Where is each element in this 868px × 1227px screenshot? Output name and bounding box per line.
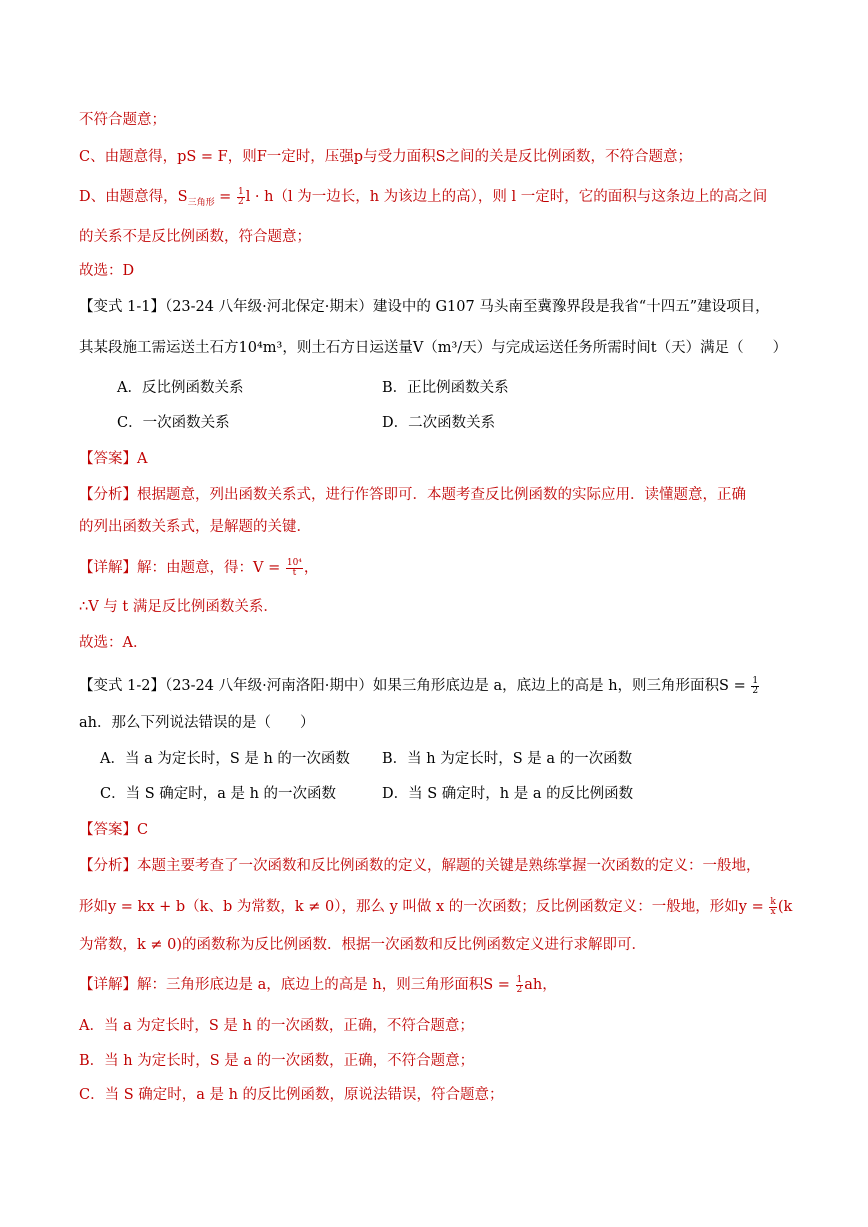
q2-stem-fraction (751, 677, 759, 696)
prev-d-fraction-num: 1 (237, 186, 244, 197)
q2-detail-fraction (516, 976, 524, 995)
q2-detail-text-a: 【详解】解：三角形底边是 a，底边上的高是 h，则三角形面积S = (79, 977, 515, 993)
q2-option-a: A．当 a 为定长时，S 是 h 的一次函数 (100, 751, 350, 767)
q1-choice: 故选：A． (79, 635, 148, 651)
q1-conclusion: ∴V 与 t 满足反比例函数关系． (79, 599, 278, 615)
q2-detail-text-b: ah， (524, 977, 557, 993)
q2-stem-text-a: 【变式 1-2】（23-24 八年级·河南洛阳·期中）如果三角形底边是 a，底边上的高是 h，则三角形面积S = (79, 678, 751, 694)
q2-analysis-fraction-num: k (770, 896, 776, 907)
prev-d-line-2: 的关系不是反比例函数，符合题意； (79, 229, 311, 245)
prev-d-subscript: 三角形 (187, 197, 215, 208)
q2-option-c: C．当 S 确定时，a 是 h 的一次函数 (100, 786, 337, 802)
prev-d-text-a: D、由题意得，S (79, 189, 188, 205)
q1-option-d: D．二次函数关系 (382, 415, 496, 431)
q2-analysis-fraction (769, 898, 776, 917)
q1-option-a: A．反比例函数关系 (117, 380, 244, 396)
q2-answer: 【答案】C (79, 822, 149, 838)
q2-stem-line-2: ah．那么下列说法错误的是（ ） (79, 715, 315, 731)
q2-stem-fraction-num: 1 (752, 675, 759, 686)
prev-d-eq: = (214, 189, 236, 205)
q1-option-c: C．一次函数关系 (117, 415, 230, 431)
q2-item-c: C．当 S 确定时，a 是 h 的反比例函数，原说法错误，符合题意； (79, 1087, 504, 1103)
q1-detail-fraction (286, 559, 303, 578)
q2-stem-fraction-den: 2 (752, 685, 759, 696)
q1-detail-fraction-num: 10⁴ (286, 557, 302, 568)
q1-analysis-line-2: 的列出函数关系式，是解题的关键． (79, 519, 311, 535)
q1-analysis-line-1: 【分析】根据题意，列出函数关系式，进行作答即可．本题考查反比例函数的实际应用．读懂题意，正确 (79, 487, 746, 503)
prev-d-fraction-den: 2 (237, 196, 244, 207)
prev-choice: 故选：D (79, 263, 135, 279)
prev-b-tail: 不符合题意； (79, 112, 166, 128)
q2-option-d: D．当 S 确定时，h 是 a 的反比例函数 (382, 786, 634, 802)
q1-detail-fraction-den: t (292, 567, 297, 578)
q2-item-a: A．当 a 为定长时，S 是 h 的一次函数，正确，不符合题意； (79, 1018, 474, 1034)
q2-item-b: B．当 h 为定长时，S 是 a 的一次函数，正确，不符合题意； (79, 1053, 475, 1069)
q2-analysis-fraction-den: x (770, 906, 776, 917)
q2-detail-line (79, 975, 557, 995)
q1-option-b: B．正比例函数关系 (382, 380, 509, 396)
q2-analysis-text-a: 形如y = kx + b（k、b 为常数，k ≠ 0），那么 y 叫做 x 的一次函数；反比例函数定义：一般地，形如y = (79, 899, 769, 915)
q2-analysis-line-1: 【分析】本题主要考查了一次函数和反比例函数的定义，解题的关键是熟练掌握一次函数的定义：一般地， (79, 858, 761, 874)
q1-detail-text-a: 【详解】解：由题意，得：V = (79, 560, 285, 576)
q1-answer: 【答案】A (79, 451, 148, 467)
q2-detail-fraction-num: 1 (516, 974, 523, 985)
q2-option-b: B．当 h 为定长时，S 是 a 的一次函数 (382, 751, 633, 767)
prev-d-text-b: l · h（l 为一边长，h 为该边上的高），则 l 一定时，它的面积与这条边上的高之间 (245, 189, 768, 205)
q1-stem-line-2: 其某段施工需运送土石方10⁴m³，则土石方日运送量V（m³/天）与完成运送任务所需时间t（天）满足（ ） (79, 340, 788, 356)
q2-analysis-line-2 (79, 897, 792, 917)
q2-analysis-text-b: (k (777, 899, 793, 915)
q1-stem-line-1: 【变式 1-1】（23-24 八年级·河北保定·期末）建设中的 G107 马头南至冀豫界段是我省“十四五”建设项目， (79, 299, 770, 315)
q1-detail-text-b: ， (303, 560, 319, 576)
q2-stem-line-1 (79, 676, 760, 696)
prev-d-line-1 (79, 187, 767, 213)
q2-detail-fraction-den: 2 (516, 984, 523, 995)
q1-detail-line (79, 558, 318, 578)
q2-analysis-line-3: 为常数，k ≠ 0)的函数称为反比例函数．根据一次函数和反比例函数定义进行求解即可． (79, 937, 647, 953)
prev-d-fraction (237, 188, 245, 207)
prev-c-line: C、由题意得，pS = F，则F一定时，压强p与受力面积S之间的关是反比例函数，不符合题意； (79, 149, 693, 165)
